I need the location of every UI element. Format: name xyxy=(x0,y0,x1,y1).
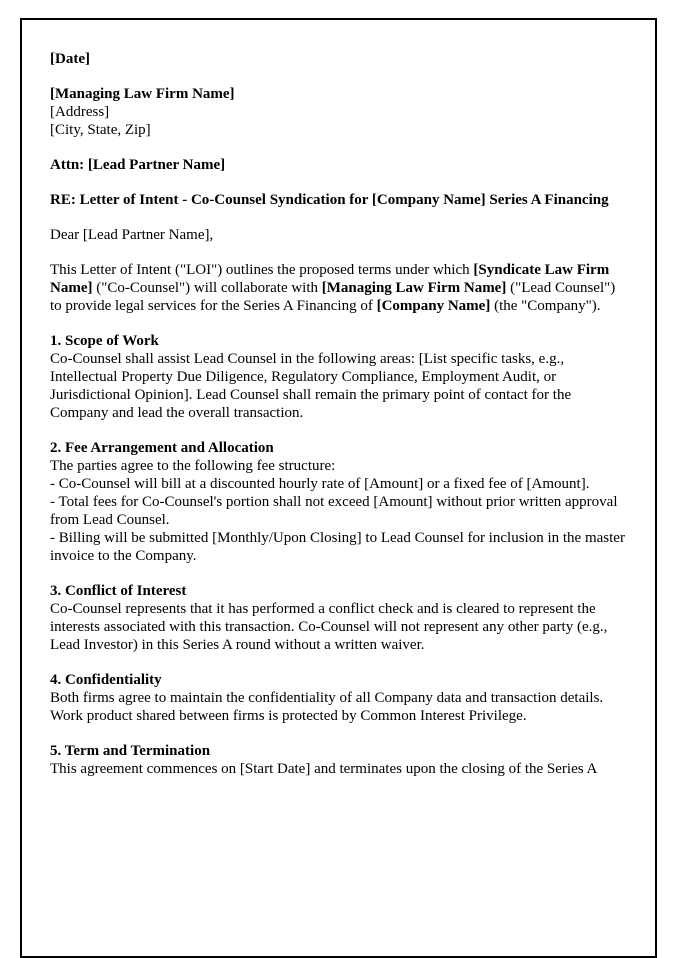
bold-text-run: 3. Conflict of Interest xyxy=(50,583,187,599)
bold-text-run: [Company Name] xyxy=(376,298,491,314)
text-run: Co-Counsel shall assist Lead Counsel in the following areas: [List specific tasks, e.g., Intellectual Property Due Diligence, Regulatory Compliance, Employment Audit, or Jurisdictional Opinion]. Lead Counsel shall remain the primary point of contact for the Company and lead the overall transaction. xyxy=(50,351,572,421)
text-line xyxy=(50,582,629,600)
text-run: Co-Counsel represents that it has performed a conflict check and is cleared to represent the interests associated with this transaction. Co-Counsel will not represent any other party (e.g., Lead Investor) in this Series A round without a written waiver. xyxy=(50,601,608,653)
bold-text-run: 1. Scope of Work xyxy=(50,333,159,349)
bold-text-run: Attn: [Lead Partner Name] xyxy=(50,157,226,173)
text-line xyxy=(50,457,629,475)
text-run: - Total fees for Co-Counsel's portion shall not exceed [Amount] without prior written approval from Lead Counsel. xyxy=(50,494,618,528)
text-line xyxy=(50,529,629,565)
bold-text-run: 5. Term and Termination xyxy=(50,743,211,759)
bold-text-run: [Managing Law Firm Name] xyxy=(50,86,235,102)
text-run: This agreement commences on [Start Date] and terminates upon the closing of the Series A xyxy=(50,761,598,777)
text-run: ("Co-Counsel") will collaborate with xyxy=(92,280,322,296)
text-line xyxy=(50,671,629,689)
section-1-scope-of-work xyxy=(50,332,629,422)
text-line xyxy=(50,50,629,68)
text-run: This Letter of Intent ("LOI") outlines the proposed terms under which xyxy=(50,262,474,278)
text-run: ("Lead Counsel") to provide legal services for the Series A Financing of xyxy=(50,280,616,314)
text-line xyxy=(50,332,629,350)
bold-text-run: [Syndicate Law Firm Name] xyxy=(50,262,610,296)
text-run: [Address] xyxy=(50,104,110,120)
text-line xyxy=(50,85,629,103)
section-5-term-and-termination xyxy=(50,742,629,778)
text-line xyxy=(50,103,629,121)
bold-text-run: 2. Fee Arrangement and Allocation xyxy=(50,440,274,456)
bold-text-run: [Date] xyxy=(50,51,90,67)
date-line xyxy=(50,50,629,68)
subject-line xyxy=(50,191,629,209)
text-run: Dear [Lead Partner Name], xyxy=(50,227,214,243)
text-line xyxy=(50,261,629,315)
text-line xyxy=(50,475,629,493)
text-line xyxy=(50,760,629,778)
text-line xyxy=(50,121,629,139)
bold-text-run: RE: Letter of Intent - Co-Counsel Syndication for [Company Name] Series A Financing xyxy=(50,192,609,208)
section-4-confidentiality xyxy=(50,671,629,725)
text-line xyxy=(50,156,629,174)
text-run: The parties agree to the following fee structure: xyxy=(50,458,336,474)
text-run: - Billing will be submitted [Monthly/Upon Closing] to Lead Counsel for inclusion in the master invoice to the Company. xyxy=(50,530,625,564)
section-3-conflict-of-interest xyxy=(50,582,629,654)
text-line xyxy=(50,600,629,654)
text-line xyxy=(50,226,629,244)
recipient-address xyxy=(50,85,629,139)
text-line xyxy=(50,191,629,209)
text-line xyxy=(50,350,629,422)
text-line xyxy=(50,742,629,760)
letter-body xyxy=(22,20,655,818)
text-line xyxy=(50,439,629,457)
intro-paragraph xyxy=(50,261,629,315)
bold-text-run: [Managing Law Firm Name] xyxy=(321,280,507,296)
text-line xyxy=(50,493,629,529)
text-run: - Co-Counsel will bill at a discounted hourly rate of [Amount] or a fixed fee of [Amount]. xyxy=(50,476,590,492)
text-run: Both firms agree to maintain the confidentiality of all Company data and transaction details. Work product shared between firms is protected by Common Interest Privilege. xyxy=(50,690,604,724)
bold-text-run: 4. Confidentiality xyxy=(50,672,162,688)
text-line xyxy=(50,689,629,725)
salutation xyxy=(50,226,629,244)
section-2-fee-arrangement xyxy=(50,439,629,565)
letter-page xyxy=(20,18,657,958)
attention-line xyxy=(50,156,629,174)
text-run: (the "Company"). xyxy=(490,298,601,314)
text-run: [City, State, Zip] xyxy=(50,122,151,138)
